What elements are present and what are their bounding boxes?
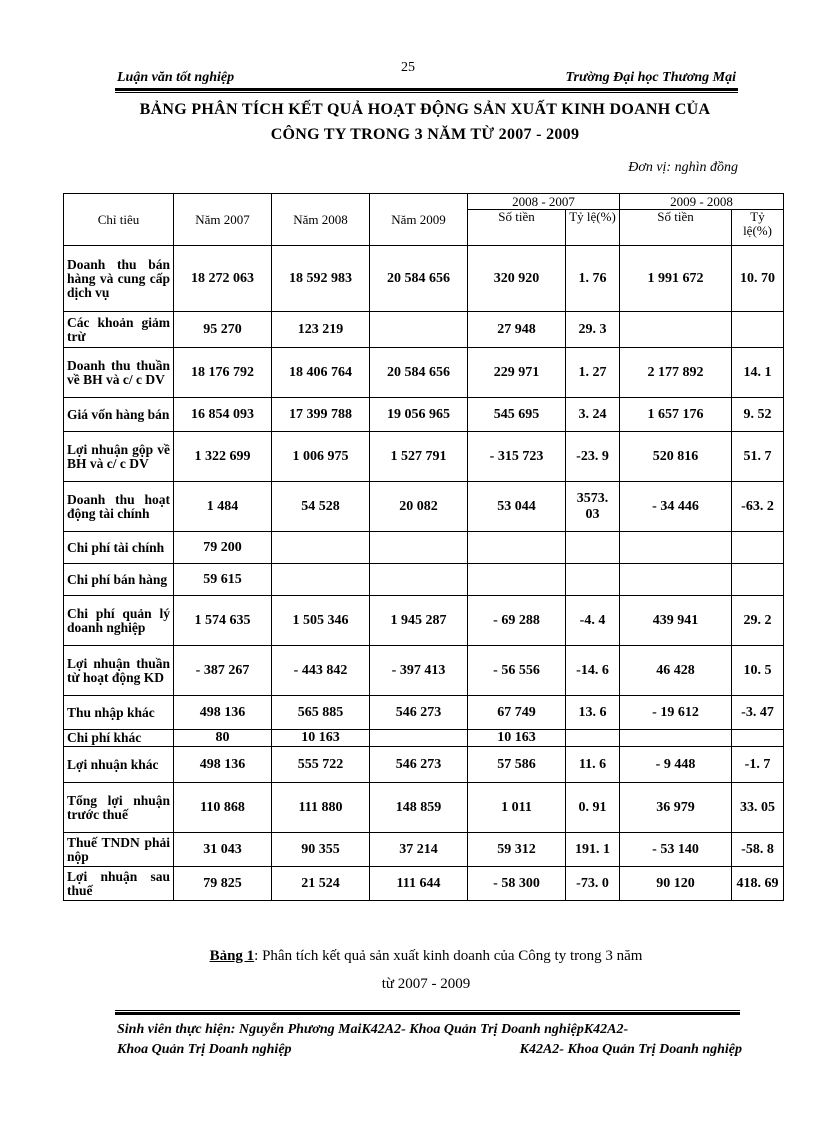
value-2007: 18 176 792	[174, 348, 272, 398]
header-right: Trường Đại học Thương Mại	[565, 70, 736, 85]
value-2009: 20 584 656	[370, 246, 468, 312]
diff-rate-2: 14. 1	[732, 348, 784, 398]
value-2007: - 387 267	[174, 646, 272, 696]
header-left: Luận văn tốt nghiệp	[117, 70, 235, 85]
footer-line-2-right: K42A2- Khoa Quản Trị Doanh nghiệp	[519, 1042, 742, 1057]
diff-amount-1: 229 971	[468, 348, 566, 398]
title-line-1: BẢNG PHÂN TÍCH KẾT QUẢ HOẠT ĐỘNG SẢN XUẤT KINH DOANH CỦA	[139, 101, 711, 118]
header-amount-2: Số tiền	[620, 210, 732, 246]
diff-rate-2	[732, 312, 784, 348]
header-group-2008-2007: 2008 - 2007	[468, 194, 620, 210]
diff-rate-1: -4. 4	[566, 596, 620, 646]
header-rule	[115, 88, 738, 93]
value-2009: 19 056 965	[370, 398, 468, 432]
value-2008: 555 722	[272, 747, 370, 783]
header-indicator: Chỉ tiêu	[64, 194, 174, 246]
value-2008: 17 399 788	[272, 398, 370, 432]
table-body	[64, 246, 784, 901]
table-row	[64, 532, 784, 564]
diff-rate-1: 3573. 03	[566, 482, 620, 532]
value-2009: 20 584 656	[370, 348, 468, 398]
value-2007: 79 825	[174, 867, 272, 901]
footer-rule	[115, 1010, 740, 1015]
diff-rate-1: 29. 3	[566, 312, 620, 348]
table-row	[64, 696, 784, 730]
indicator-cell: Doanh thu bán hàng và cung cấp dịch vụ	[64, 246, 174, 312]
table-row	[64, 596, 784, 646]
table-row	[64, 312, 784, 348]
header-group-2009-2008: 2009 - 2008	[620, 194, 784, 210]
table-row	[64, 833, 784, 867]
indicator-cell: Lợi nhuận khác	[64, 747, 174, 783]
indicator-cell: Giá vốn hàng bán	[64, 398, 174, 432]
page-number: 25	[401, 60, 415, 75]
table-row	[64, 246, 784, 312]
diff-amount-1	[468, 532, 566, 564]
value-2008: 123 219	[272, 312, 370, 348]
diff-amount-1: 27 948	[468, 312, 566, 348]
diff-amount-2: 90 120	[620, 867, 732, 901]
diff-amount-2: 46 428	[620, 646, 732, 696]
diff-rate-2: 9. 52	[732, 398, 784, 432]
value-2009	[370, 730, 468, 747]
diff-rate-2: -1. 7	[732, 747, 784, 783]
diff-rate-2: -58. 8	[732, 833, 784, 867]
value-2009: 148 859	[370, 783, 468, 833]
diff-rate-1: -23. 9	[566, 432, 620, 482]
diff-amount-2: - 9 448	[620, 747, 732, 783]
diff-rate-2	[732, 532, 784, 564]
diff-amount-1: - 69 288	[468, 596, 566, 646]
diff-rate-1: 1. 27	[566, 348, 620, 398]
header-2009: Năm 2009	[370, 194, 468, 246]
diff-rate-1	[566, 730, 620, 747]
indicator-cell: Chi phí tài chính	[64, 532, 174, 564]
value-2009	[370, 564, 468, 596]
value-2008: 90 355	[272, 833, 370, 867]
diff-amount-2: 2 177 892	[620, 348, 732, 398]
header-2008: Năm 2008	[272, 194, 370, 246]
diff-amount-1: 67 749	[468, 696, 566, 730]
diff-amount-1: 1 011	[468, 783, 566, 833]
value-2008: 10 163	[272, 730, 370, 747]
table-row	[64, 398, 784, 432]
indicator-cell: Thu nhập khác	[64, 696, 174, 730]
diff-amount-2: 520 816	[620, 432, 732, 482]
header-2007: Năm 2007	[174, 194, 272, 246]
value-2007: 79 200	[174, 532, 272, 564]
footer-line-1: Sinh viên thực hiện: Nguyễn Phương MaiK42A2- Khoa Quản Trị Doanh nghiệpK42A2-	[117, 1022, 629, 1037]
diff-amount-1: - 58 300	[468, 867, 566, 901]
title-line-2: CÔNG TY TRONG 3 NĂM TỪ 2007 - 2009	[270, 126, 580, 143]
diff-amount-1: 53 044	[468, 482, 566, 532]
indicator-cell: Chi phí bán hàng	[64, 564, 174, 596]
indicator-cell: Chi phí quản lý doanh nghiệp	[64, 596, 174, 646]
page-title	[100, 97, 750, 147]
value-2008	[272, 532, 370, 564]
value-2009	[370, 532, 468, 564]
value-2009: 37 214	[370, 833, 468, 867]
diff-rate-2	[732, 564, 784, 596]
table-row	[64, 783, 784, 833]
diff-amount-1: - 315 723	[468, 432, 566, 482]
diff-amount-1: 10 163	[468, 730, 566, 747]
value-2007: 1 574 635	[174, 596, 272, 646]
results-table	[63, 193, 784, 901]
table-row	[64, 482, 784, 532]
value-2008: 565 885	[272, 696, 370, 730]
value-2008: - 443 842	[272, 646, 370, 696]
table-row	[64, 348, 784, 398]
value-2008: 21 524	[272, 867, 370, 901]
diff-amount-1: 57 586	[468, 747, 566, 783]
value-2008	[272, 564, 370, 596]
value-2008: 1 505 346	[272, 596, 370, 646]
diff-amount-2: - 53 140	[620, 833, 732, 867]
diff-amount-1: 545 695	[468, 398, 566, 432]
diff-amount-1	[468, 564, 566, 596]
diff-rate-2: 33. 05	[732, 783, 784, 833]
table-row	[64, 564, 784, 596]
header-rate-1: Tỷ lệ(%)	[566, 210, 620, 246]
indicator-cell: Các khoản giảm trừ	[64, 312, 174, 348]
diff-amount-2: - 34 446	[620, 482, 732, 532]
table-row	[64, 867, 784, 901]
value-2009	[370, 312, 468, 348]
diff-amount-2: 1 991 672	[620, 246, 732, 312]
indicator-cell: Tổng lợi nhuận trước thuế	[64, 783, 174, 833]
header-rate-2: Tỷ lệ(%)	[732, 210, 784, 246]
table-row	[64, 730, 784, 747]
table-row	[64, 432, 784, 482]
diff-rate-2	[732, 730, 784, 747]
diff-rate-2: 10. 5	[732, 646, 784, 696]
diff-rate-1: 3. 24	[566, 398, 620, 432]
value-2007: 95 270	[174, 312, 272, 348]
value-2008: 54 528	[272, 482, 370, 532]
value-2007: 1 322 699	[174, 432, 272, 482]
diff-amount-2: 36 979	[620, 783, 732, 833]
value-2007: 110 868	[174, 783, 272, 833]
diff-amount-1: - 56 556	[468, 646, 566, 696]
value-2009: - 397 413	[370, 646, 468, 696]
diff-amount-1: 320 920	[468, 246, 566, 312]
value-2007: 498 136	[174, 696, 272, 730]
table-row	[64, 646, 784, 696]
diff-amount-2	[620, 730, 732, 747]
value-2009: 546 273	[370, 696, 468, 730]
value-2007: 80	[174, 730, 272, 747]
value-2007: 18 272 063	[174, 246, 272, 312]
unit-label: Đơn vị: nghìn đồng	[628, 160, 738, 175]
caption-text: : Phân tích kết quả sản xuất kinh doanh của Công ty trong 3 năm	[254, 948, 643, 964]
diff-rate-1	[566, 564, 620, 596]
indicator-cell: Thuế TNDN phải nộp	[64, 833, 174, 867]
diff-rate-2: 51. 7	[732, 432, 784, 482]
value-2009: 20 082	[370, 482, 468, 532]
indicator-cell: Doanh thu hoạt động tài chính	[64, 482, 174, 532]
header-amount-1: Số tiền	[468, 210, 566, 246]
diff-rate-1: 191. 1	[566, 833, 620, 867]
diff-rate-1: 13. 6	[566, 696, 620, 730]
table-row	[64, 747, 784, 783]
diff-rate-2: -63. 2	[732, 482, 784, 532]
value-2008: 18 406 764	[272, 348, 370, 398]
diff-rate-2: 29. 2	[732, 596, 784, 646]
diff-amount-2	[620, 564, 732, 596]
value-2007: 16 854 093	[174, 398, 272, 432]
diff-amount-2	[620, 532, 732, 564]
value-2008: 18 592 983	[272, 246, 370, 312]
value-2008: 111 880	[272, 783, 370, 833]
diff-rate-2: -3. 47	[732, 696, 784, 730]
value-2009: 546 273	[370, 747, 468, 783]
footer-line-2-left: Khoa Quản Trị Doanh nghiệp	[117, 1042, 292, 1057]
caption-label: Bảng 1	[209, 948, 255, 964]
table-caption	[120, 942, 732, 998]
value-2009: 1 527 791	[370, 432, 468, 482]
diff-rate-1: -73. 0	[566, 867, 620, 901]
value-2007: 1 484	[174, 482, 272, 532]
diff-rate-1: -14. 6	[566, 646, 620, 696]
footer	[117, 1020, 742, 1060]
diff-amount-2	[620, 312, 732, 348]
diff-rate-1: 11. 6	[566, 747, 620, 783]
value-2008: 1 006 975	[272, 432, 370, 482]
diff-amount-2: 439 941	[620, 596, 732, 646]
indicator-cell: Chi phí khác	[64, 730, 174, 747]
indicator-cell: Lợi nhuận sau thuế	[64, 867, 174, 901]
diff-rate-1: 1. 76	[566, 246, 620, 312]
diff-rate-1	[566, 532, 620, 564]
indicator-cell: Lợi nhuận thuần từ hoạt động KD	[64, 646, 174, 696]
value-2007: 59 615	[174, 564, 272, 596]
diff-rate-2: 10. 70	[732, 246, 784, 312]
value-2009: 111 644	[370, 867, 468, 901]
diff-rate-1: 0. 91	[566, 783, 620, 833]
value-2007: 498 136	[174, 747, 272, 783]
value-2009: 1 945 287	[370, 596, 468, 646]
value-2007: 31 043	[174, 833, 272, 867]
diff-amount-2: 1 657 176	[620, 398, 732, 432]
indicator-cell: Doanh thu thuần về BH và c/ c DV	[64, 348, 174, 398]
diff-rate-2: 418. 69	[732, 867, 784, 901]
caption-line-2: từ 2007 - 2009	[381, 976, 471, 992]
diff-amount-1: 59 312	[468, 833, 566, 867]
diff-amount-2: - 19 612	[620, 696, 732, 730]
indicator-cell: Lợi nhuận gộp về BH và c/ c DV	[64, 432, 174, 482]
